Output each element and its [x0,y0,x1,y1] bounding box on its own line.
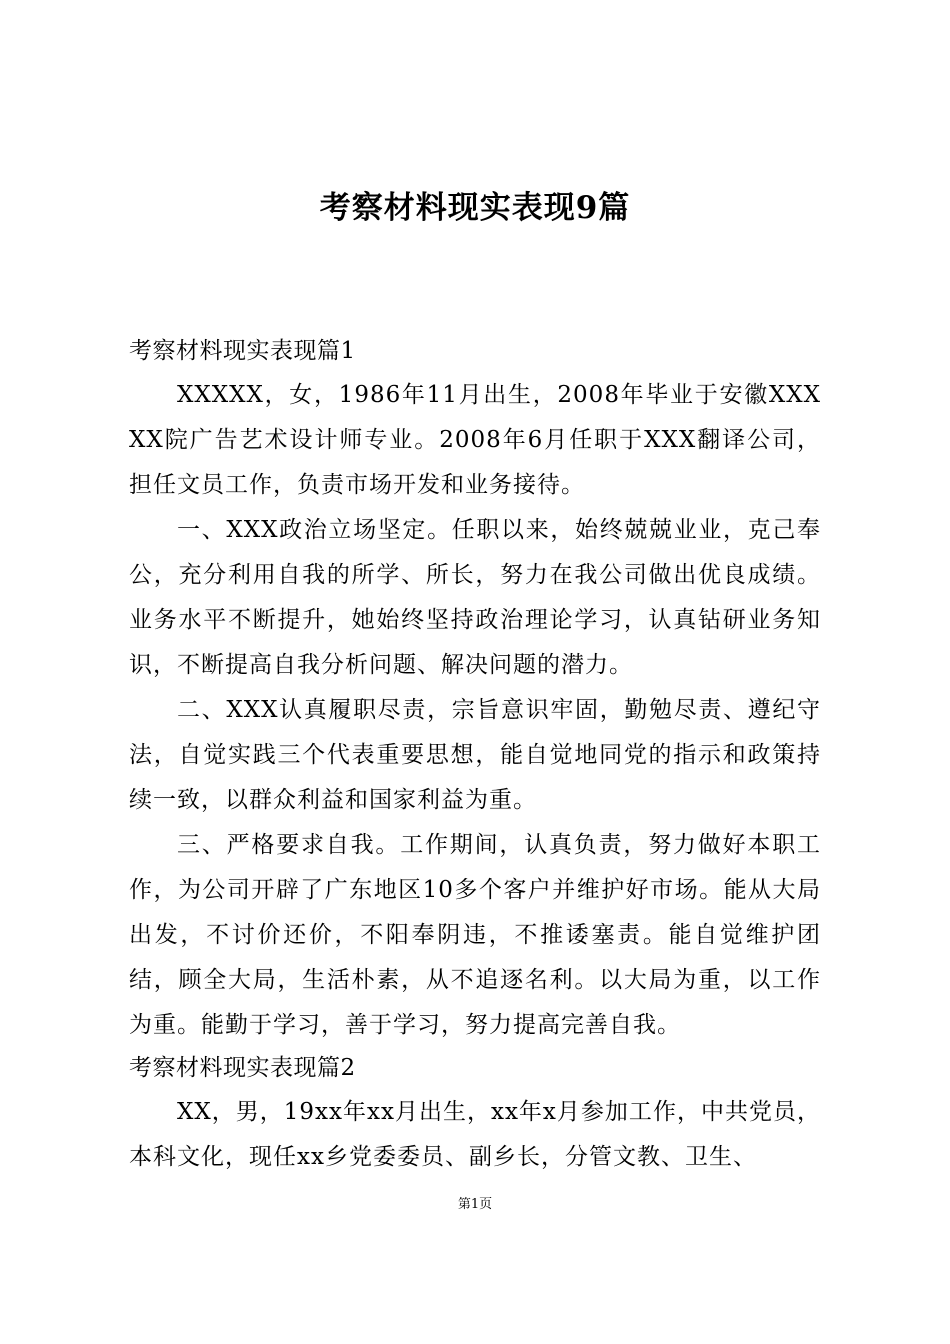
paragraph: 一、XXX政治立场坚定。任职以来，始终兢兢业业，克己奉公，充分利用自我的所学、所长，努力在我公司做出优良成绩。业务水平不断提升，她始终坚持政治理论学习，认真钻研业务知识，不断提高自我分析问题、解决问题的潜力。 [129,517,821,678]
section-heading: 考察材料现实表现篇2 [129,1055,356,1081]
paragraph: XX，男，19xx年xx月出生，xx年x月参加工作，中共党员，本科文化，现任xx乡党委委员、副乡长，分管文教、卫生、 [129,1099,821,1170]
page-number: 第1页 [457,1197,493,1212]
section-1 [129,331,821,1048]
document-body [129,331,821,1180]
paragraph: 二、XXX认真履职尽责，宗旨意识牢固，勤勉尽责、遵纪守法，自觉实践三个代表重要思想，能自觉地同党的指示和政策持续一致，以群众利益和国家利益为重。 [129,697,821,813]
paragraph: XXXXX，女，1986年11月出生，2008年毕业于安徽XXXXX院广告艺术设计师专业。2008年6月任职于XXX翻译公司，担任文员工作，负责市场开发和业务接待。 [129,382,821,498]
section-2 [129,1048,821,1180]
paragraph: 三、严格要求自我。工作期间，认真负责，努力做好本职工作，为公司开辟了广东地区10多个客户并维护好市场。能从大局出发，不讨价还价，不阳奉阴违，不推诿塞责。能自觉维护团结，顾全大局，生活朴素，从不追逐名利。以大局为重，以工作为重。能勤于学习，善于学习，努力提高完善自我。 [129,832,821,1038]
document-title: 考察材料现实表现9篇 [319,190,631,226]
section-heading: 考察材料现实表现篇1 [129,338,356,364]
